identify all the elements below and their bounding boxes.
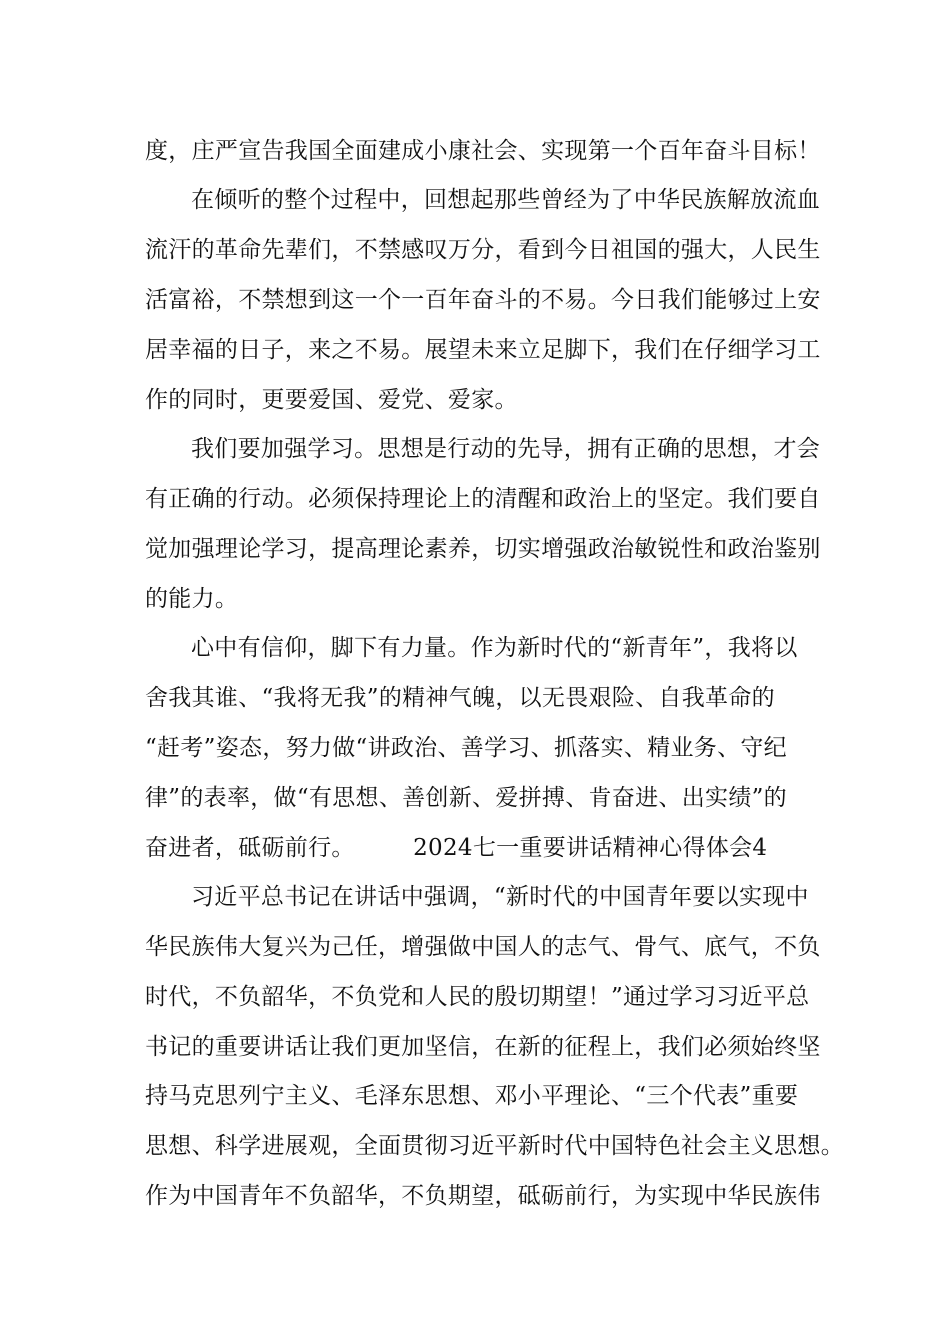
text-line-with-heading: 奋进者，砥砺前行。 2024七一重要讲话精神心得体会4	[145, 835, 768, 861]
text-line: 律”的表率，做“有思想、善创新、爱拼搏、肯奋进、出实绩”的	[145, 785, 787, 811]
text-line: 活富裕，不禁想到这一个一百年奋斗的不易。今日我们能够过上安	[145, 287, 821, 313]
text-line: 华民族伟大复兴为己任，增强做中国人的志气、骨气、底气，不负	[145, 934, 821, 960]
text-line: 度，庄严宣告我国全面建成小康社会、实现第一个百年奋斗目标！	[145, 138, 821, 164]
text-line: 作的同时，更要爱国、爱党、爱家。	[145, 387, 518, 413]
text-line: “赶考”姿态，努力做“讲政治、善学习、抓落实、精业务、守纪	[145, 735, 787, 761]
text-line: 思想、科学进展观，全面贯彻习近平新时代中国特色社会主义思想。	[145, 1133, 844, 1159]
text-line: 作为中国青年不负韶华，不负期望，砥砺前行，为实现中华民族伟	[145, 1183, 821, 1209]
text-line: 时代，不负韶华，不负党和人民的殷切期望！”通过学习习近平总	[145, 984, 810, 1010]
text-line: 舍我其谁、“我将无我”的精神气魄，以无畏艰险、自我革命的	[145, 685, 775, 711]
text-line: 居幸福的日子，来之不易。展望未来立足脚下，我们在仔细学习工	[145, 337, 821, 363]
paragraph-start-line: 在倾听的整个过程中，回想起那些曾经为了中华民族解放流血	[191, 187, 821, 213]
text-line: 持马克思列宁主义、毛泽东思想、邓小平理论、“三个代表”重要	[145, 1083, 799, 1109]
paragraph-start-line: 心中有信仰，脚下有力量。作为新时代的“新青年”，我将以	[191, 635, 798, 661]
text-line: 有正确的行动。必须保持理论上的清醒和政治上的坚定。我们要自	[145, 486, 821, 512]
text-line: 觉加强理论学习，提高理论素养，切实增强政治敏锐性和政治鉴别	[145, 536, 821, 562]
paragraph-start-line: 我们要加强学习。思想是行动的先导，拥有正确的思想，才会	[191, 436, 821, 462]
text-line: 流汗的革命先辈们，不禁感叹万分，看到今日祖国的强大，人民生	[145, 237, 821, 263]
paragraph-start-line: 习近平总书记在讲话中强调，“新时代的中国青年要以实现中	[191, 884, 809, 910]
text-line: 书记的重要讲话让我们更加坚信，在新的征程上，我们必须始终坚	[145, 1034, 821, 1060]
text-line: 的能力。	[145, 586, 239, 612]
